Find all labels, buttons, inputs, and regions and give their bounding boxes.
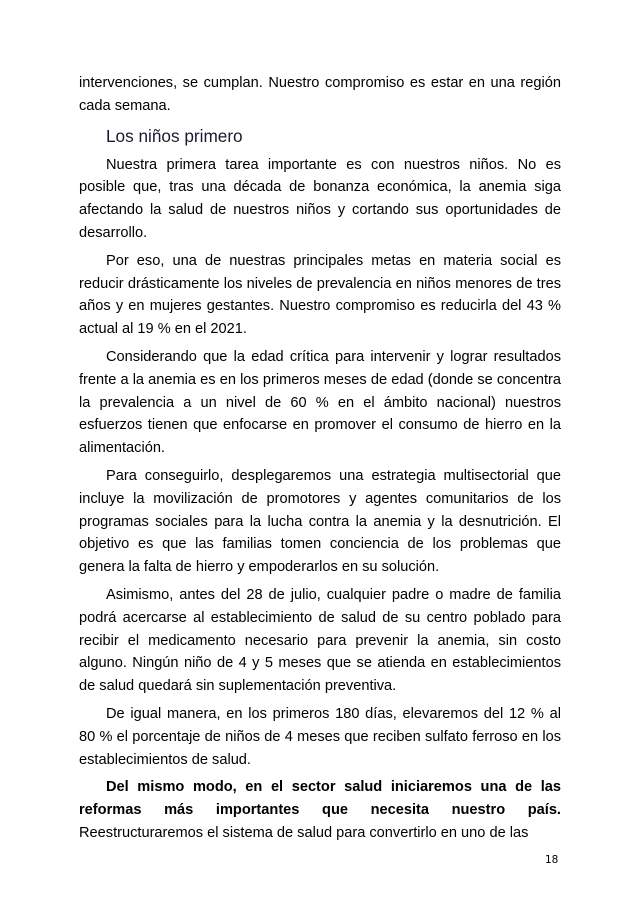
health-reform-text: Reestructuraremos el sistema de salud para convertirlo en uno de las xyxy=(79,824,529,841)
page-number: 18 xyxy=(545,854,559,866)
section-heading: Los niños primero xyxy=(106,125,243,146)
paragraph-strategy: Para conseguirlo, desplegaremos una estrategia multisectorial que incluye la movilización de promotores y agentes comunitarios de los programas sociales para la lucha contra la anemia y la desnutrición. El objetivo es que las familias tomen conciencia de los problemas que genera la falta de hierro y empoderarlos en su solución. xyxy=(79,467,561,576)
paragraph-goals: Por eso, una de nuestras principales metas en materia social es reducir drásticamente los niveles de prevalencia en niños menores de tres años y en mujeres gestantes. Nuestro compromiso es reducirla del 43 % actual al 19 % en el 2021. xyxy=(79,252,561,338)
paragraph-medication: Asimismo, antes del 28 de julio, cualquier padre o madre de familia podrá acercarse al establecimiento de salud de su centro poblado para recibir el medicamento necesario para prevenir la anemia, sin costo alguno. Ningún niño de 4 y 5 meses que se atienda en establecimientos de salud quedará sin suplementación preventiva. xyxy=(79,586,561,695)
health-reform-bold-text: Del mismo modo, en el sector salud iniciaremos una de las reformas más importantes que necesita nuestro país. xyxy=(79,779,561,819)
document-page xyxy=(79,72,561,850)
paragraph-sulfate: De igual manera, en los primeros 180 días, elevaremos del 12 % al 80 % el porcentaje de niños de 4 meses que reciben sulfato ferroso en los establecimientos de salud. xyxy=(79,705,561,768)
intro-paragraph: intervenciones, se cumplan. Nuestro compromiso es estar en una región cada semana. xyxy=(79,75,561,114)
paragraph-health-reform xyxy=(79,776,561,844)
paragraph-critical-age: Considerando que la edad crítica para intervenir y lograr resultados frente a la anemia es en los primeros meses de edad (donde se concentra la prevalencia a un nivel de 60 % en el ámbito nacional) nuestros esfuerzos tienen que enfocarse en promover el consumo de hierro en la alimentación. xyxy=(79,348,561,457)
paragraph-anemia-intro: Nuestra primera tarea importante es con nuestros niños. No es posible que, tras una década de bonanza económica, la anemia siga afectando la salud de nuestros niños y cortando sus oportunidades de desarrollo. xyxy=(79,156,561,241)
